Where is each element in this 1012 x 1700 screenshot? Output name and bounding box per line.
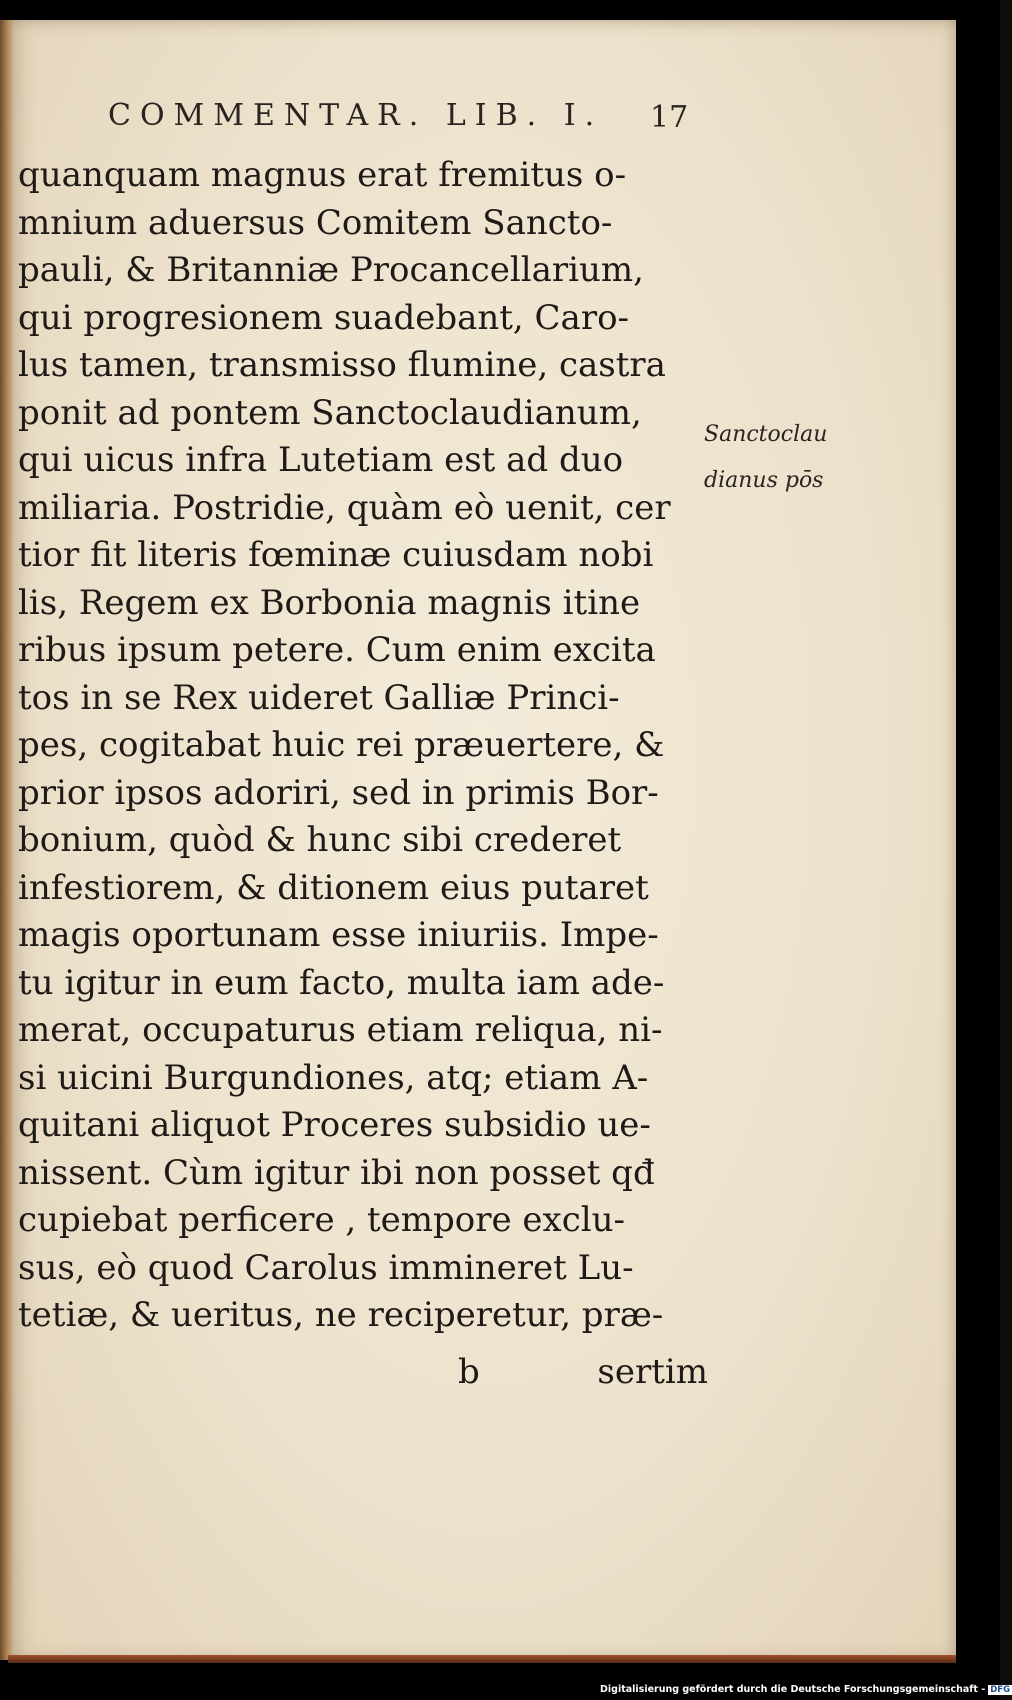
text-line: qui uicus infra Lutetiam est ad duo [18,440,624,480]
text-line: tior fit literis fœminæ cuiusdam nobi [18,535,654,575]
dfg-logo-badge: DFG [990,1684,1011,1695]
page-number: 17 [650,100,689,135]
text-line: pauli, & Britanniæ Procancellarium, [18,250,644,290]
text-line: tos in se Rex uideret Galliæ Princi- [18,677,620,718]
body-text [18,152,708,1340]
text-line: ribus ipsum petere. Cum enim excita [18,630,656,670]
text-line: infestiorem, & ditionem eius putaret [18,867,649,908]
text-line: qui progresionem suadebant, Caro- [18,297,630,338]
text-line: merat, occupaturus etiam reliqua, ni- [18,1010,663,1050]
text-line: pes, cogitabat huic rei præuertere, & [18,725,665,765]
text-line: ponit ad pontem Sanctoclaudianum, [18,392,642,433]
text-line: nissent. Cùm igitur ibi non posset qđ [18,1152,655,1193]
marginal-note-line: Sanctoclau [704,422,828,447]
marginal-note [704,412,864,504]
text-line: quitani aliquot Proceres subsidio ue- [18,1105,651,1145]
text-line: quanquam magnus erat fremitus o- [18,155,627,195]
running-head: COMMENTAR. LIB. I. [108,98,604,133]
catchword-row [18,1352,708,1402]
text-line: magis oportunam esse iniuriis. Impe- [18,915,659,955]
catchword: sertim [597,1352,708,1392]
digitization-credit [600,1684,1011,1698]
credit-text: Digitalisierung gefördert durch die Deutsche Forschungsgemeinschaft - [600,1684,986,1695]
marginal-note-line: dianus pōs [704,468,824,493]
page-binding-edge [0,20,14,1660]
text-line: bonium, quòd & hunc sibi crederet [18,820,622,860]
page-bottom-edge [8,1655,956,1663]
text-line: tetiæ, & ueritus, ne reciperetur, præ- [18,1295,664,1335]
text-line: si uicini Burgundiones, atq; etiam A- [18,1057,649,1098]
text-line: sus, eò quod Carolus immineret Lu- [18,1247,634,1288]
text-line: prior ipsos adoriri, sed in primis Bor- [18,772,659,813]
text-line: miliaria. Postridie, quàm eò uenit, cer [18,487,671,528]
signature-mark: b [458,1352,480,1392]
text-line: lis, Regem ex Borbonia magnis itine [18,582,641,623]
text-line: tu igitur in eum facto, multa iam ade- [18,962,665,1003]
text-line: mnium aduersus Comitem Sancto- [18,202,613,243]
text-line: lus tamen, transmisso flumine, castra [18,345,666,385]
text-line: cupiebat perficere , tempore exclu- [18,1200,626,1240]
